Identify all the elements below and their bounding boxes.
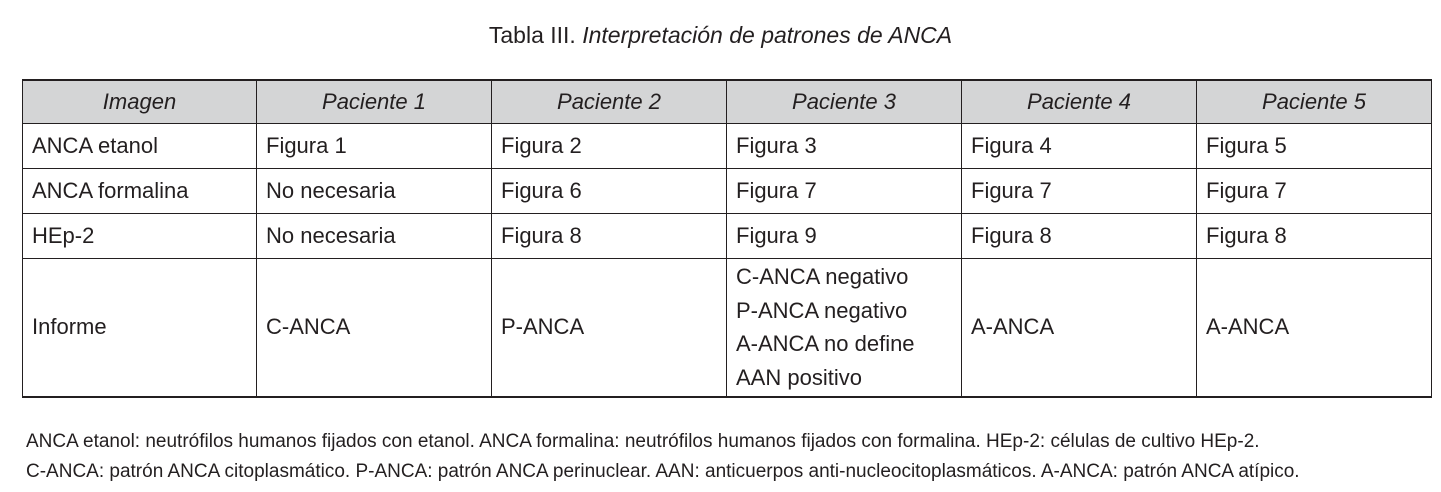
table-cell: No necesaria <box>257 214 492 259</box>
row-label: ANCA etanol <box>23 124 257 169</box>
table-title <box>0 18 1441 52</box>
cell-line: A-ANCA no define <box>736 331 915 357</box>
table-cell: Figura 7 <box>962 169 1197 214</box>
table-cell: Figura 8 <box>962 214 1197 259</box>
row-label: Informe <box>23 259 257 397</box>
table-cell: Figura 1 <box>257 124 492 169</box>
table-cell: P-ANCA <box>492 259 727 397</box>
column-header: Imagen <box>23 80 257 124</box>
table-cell: Figura 7 <box>727 169 962 214</box>
table-cell: A-ANCA <box>1197 259 1432 397</box>
informe-row <box>23 259 1432 397</box>
table-cell: Figura 6 <box>492 169 727 214</box>
cell-line: AAN positivo <box>736 364 862 390</box>
column-header: Paciente 5 <box>1197 80 1432 124</box>
table-row <box>23 124 1432 169</box>
footnote-line: ANCA etanol: neutrófilos humanos fijados con etanol. ANCA formalina: neutrófilos humanos fijados con formalina. HEp-2: células de cultivo HEp-2. <box>26 431 1260 452</box>
header-row <box>23 80 1432 124</box>
anca-interpretation-table <box>22 79 1432 398</box>
table-cell: No necesaria <box>257 169 492 214</box>
row-label: ANCA formalina <box>23 169 257 214</box>
cell-line: P-ANCA negativo <box>736 297 908 323</box>
table-cell: Figura 8 <box>1197 214 1432 259</box>
table-cell: Figura 3 <box>727 124 962 169</box>
table-cell: Figura 4 <box>962 124 1197 169</box>
table-cell: A-ANCA <box>962 259 1197 397</box>
footnote-line: C-ANCA: patrón ANCA citoplasmático. P-ANCA: patrón ANCA perinuclear. AAN: anticuerpos anti-nucleocitoplasmáticos. A-ANCA: patrón ANCA atípico. <box>26 461 1300 482</box>
table-title-text: Interpretación de patrones de ANCA <box>582 22 953 48</box>
table-cell-multiline <box>727 259 962 397</box>
table-cell: Figura 5 <box>1197 124 1432 169</box>
table-row <box>23 169 1432 214</box>
column-header: Paciente 3 <box>727 80 962 124</box>
table-cell: Figura 2 <box>492 124 727 169</box>
column-header: Paciente 2 <box>492 80 727 124</box>
cell-line: C-ANCA negativo <box>736 264 909 290</box>
row-label: HEp-2 <box>23 214 257 259</box>
table-cell: Figura 7 <box>1197 169 1432 214</box>
column-header: Paciente 1 <box>257 80 492 124</box>
column-header: Paciente 4 <box>962 80 1197 124</box>
table-cell: Figura 9 <box>727 214 962 259</box>
table-title-prefix: Tabla III. <box>488 22 576 48</box>
table-footnotes <box>26 427 1426 487</box>
table-cell: C-ANCA <box>257 259 492 397</box>
table-cell: Figura 8 <box>492 214 727 259</box>
table-row <box>23 214 1432 259</box>
